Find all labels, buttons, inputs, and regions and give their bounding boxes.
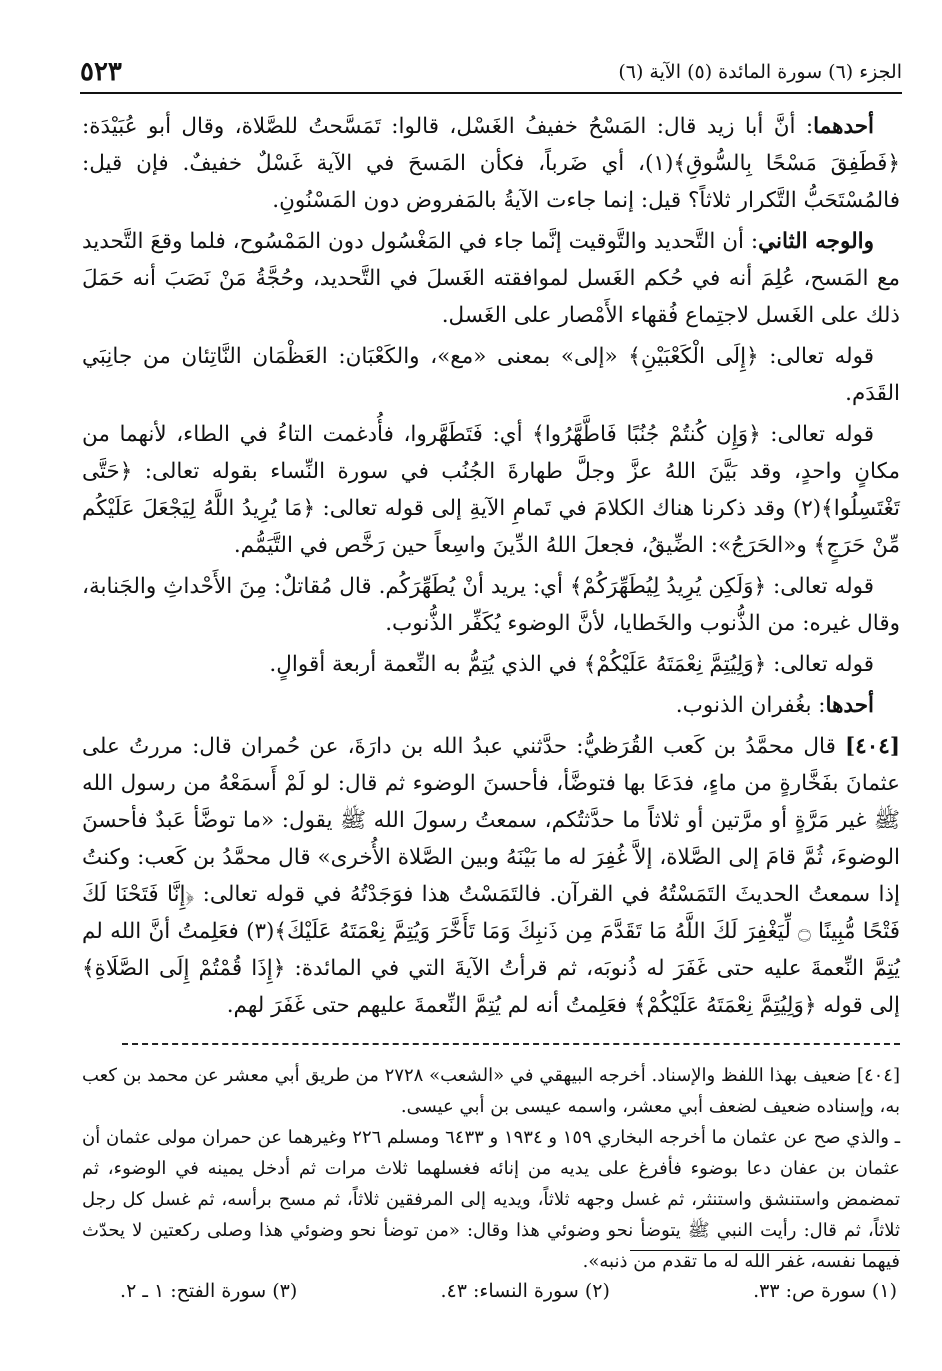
dashed-separator	[122, 1043, 900, 1045]
main-text	[82, 108, 900, 1028]
footnotes	[120, 1280, 897, 1302]
paragraph-first-saying	[82, 687, 900, 724]
paragraph-tathir: قوله تعالى: ﴿وَلَكِن يُرِيدُ لِيُطَهِّرَكُمْ﴾ أي: يريد أنْ يُطَهِّرَكُم. قال مُقاتلٌ: مِنَ الأَحْداثِ والجَنابة، وقال غيره: من الذُّنوب والخَطايا، لأنَّ الوضوء يُكَفِّر الذُّنوب.	[82, 574, 900, 636]
takhrij-notes	[82, 1060, 900, 1277]
paragraph-text: قال محمَّدُ بن كَعب القُرَظيُّ: حدَّثني عبدُ الله بن دارَةَ، عن حُمران قال: مررتُ على عثمانَ بفَخَّارةٍ من ماءٍ، فدَعَا بها فتوضَّأ، فأحسنَ الوضوء ثم قال: لو لَمْ أَسمَعْهُ من رسول الله ﷺ غير مَرَّةٍ أو مرَّتين أو ثلاثاً ما حدَّثتُكم، سمعتُ رسولَ الله ﷺ يقول: «ما توضَّأ عَبدٌ فأحسنَ الوضوءَ، ثُمَّ قامَ إلى الصَّلاة، إلاَّ غُفِرَ له ما بَيْنَهُ وبين الصَّلاة الأُخرى» قال محمَّدُ بن كَعب: وكنتُ إذا سمعتُ الحديثَ التَمَسْتُهُ في القرآن. فالتَمَسْتُ هذا فوَجَدْتُهُ في قوله تعالى: ﴿إِنَّا فَتَحْنَا لَكَ فَتْحًا مُّبِينًا ۝ لِّيَغْفِرَ لَكَ اللَّهُ مَا تَقَدَّمَ مِن ذَنبِكَ وَمَا تَأَخَّرَ وَيُتِمَّ نِعْمَتَهُ عَلَيْكَ﴾(٣) فعَلِمتُ أنَّ الله لم يُتِمَّ النِّعمةَ عليه حتى غَفَرَ له ذُنوبَه، ثم قرأتُ الآيةَ التي في المائدة: ﴿إِذَا قُمْتُمْ إِلَى الصَّلَاةِ﴾ إلى قوله ﴿وَلِيُتِمَّ نِعْمَتَهُ عَلَيْكُمْ﴾ فعَلِمتُ أنه لم يُتِمَّ النِّعمةَ عليهم حتى غَفَرَ لهم.	[82, 734, 900, 1018]
paragraph-lead: أحدهما	[813, 114, 874, 139]
note-item: ـ والذي صح عن عثمان ما أخرجه البخاري ١٥٩ و ١٩٣٤ و ٦٤٣٣ ومسلم ٢٢٦ وغيرهما عن حمران مولى عثمان أن عثمان بن عفان دعا بوضوء فأفرغ على يديه من إنائه فغسلهما ثلاث مرات ثم أدخل يمينه في الوضوء، ثم تمضمض واستنشق واستنثر، ثم غسل وجهه ثلاثاً، ويديه إلى المرفقين ثلاثاً، ثم مسح برأسه، ثم غسل كل رجل ثلاثاً، ثم قال: رأيت النبي ﷺ يتوضأ نحو وضوئي هذا وقال: «من توضأ نحو وضوئي هذا وصلى ركعتين لا يحدّث فيهما نفسه، غفر الله له ما تقدم من ذنبه».	[82, 1127, 900, 1272]
paragraph-lead: والوجه الثاني	[758, 229, 874, 254]
paragraph-hadith-404	[82, 728, 900, 1024]
paragraph-junub: قوله تعالى: ﴿وَإِن كُنتُمْ جُنُبًا فَاطَّهَّرُوا﴾ أي: فَتَطَهَّروا، فأُدغمت التاءُ في الطاء، لأنهما من مكانٍ واحدٍ، وقد بَيَّنَ اللهُ عزَّ وجلَّ طهارةَ الجُنُب في سورة النِّساء بقوله تعالى: ﴿حَتَّى تَغْتَسِلُوا﴾(٢) وقد ذكرنا هناك الكلامَ في تَمامِ الآيةِ إلى قوله تعالى: ﴿مَا يُرِيدُ اللَّهُ لِيَجْعَلَ عَلَيْكُم مِّنْ حَرَجٍ﴾ و«الحَرَجُ»: الضِّيقُ، فجعلَ اللهُ الدِّينَ واسِعاً حين رَخَّص في التَّيَمُّم.	[82, 422, 900, 558]
paragraph-second-opinion	[82, 223, 900, 334]
paragraph-text: : أنَّ أبا زيد قال: المَسْحُ خفيفُ الغَسْل، قالوا: تَمَسَّحتُ للصَّلاة، وقال أبو عُبَيْدَة: ﴿فَطَفِقَ مَسْحًا بِالسُّوقِ﴾(١)، أي ضَرباً، فكأن المَسحَ في الآية غَسْلٌ خفيفٌ. فإن قيل: فالمُسْتَحَبُّ التَّكرار ثلاثاً؟ قيل: إنما جاءت الآيةُ بالمَفروض دون المَسْنُونِ.	[82, 114, 900, 213]
paragraph-first-opinion	[82, 108, 900, 219]
paragraph-kabayn: قوله تعالى: ﴿إِلَى الْكَعْبَيْنِ﴾ «إلى» بمعنى «مع»، والكَعْبَان: العَظْمَان النَّاتِئان من جانِبَي القَدَم.	[82, 344, 900, 406]
paragraph-text: : بغُفران الذنوب.	[675, 693, 826, 718]
footnote-2: (٢) سورة النساء: ٤٣.	[440, 1280, 610, 1302]
paragraph-lead: أحدها	[825, 693, 874, 718]
paragraph-text: : أن التَّحديد والتَّوقيت إنَّما جاء في المَغْسُول دون المَمْسُوح، فلما وقعَ التَّحديد مع المَسح، عُلِمَ أنه في حُكم الغَسل لموافقته الغَسلَ في التَّحديد، وحُجَّةُ مَنْ نَصَبَ أنه حَمَلَ ذلك على الغَسل لاجتِماع فُقهاء الأَمْصار على الغَسل.	[82, 229, 900, 328]
page-header	[80, 52, 902, 94]
hadith-number: [٤٠٤]	[844, 734, 900, 759]
note-item: [٤٠٤] ضعيف بهذا اللفظ والإسناد. أخرجه البيهقي في «الشعب» ٢٧٢٨ من طريق أبي معشر عن محمد بن كعب به، وإسناده ضعيف لضعف أبي معشر، واسمه عيسى بن أبي عيسى.	[82, 1065, 900, 1117]
page-number: ٥٢٣	[80, 57, 122, 87]
footnote-3: (٣) سورة الفتح: ١ ـ ٢.	[120, 1280, 298, 1302]
running-title: الجزء (٦) سورة المائدة (٥) الآية (٦)	[618, 61, 902, 83]
footnote-1: (١) سورة ص: ٣٣.	[753, 1280, 897, 1302]
paragraph-nimah: قوله تعالى: ﴿وَلِيُتِمَّ نِعْمَتَهُ عَلَيْكُمْ﴾ في الذي يُتِمُّ به النِّعمة أربعة أقوالٍ.	[269, 652, 874, 677]
footnote-rule	[630, 1250, 900, 1251]
